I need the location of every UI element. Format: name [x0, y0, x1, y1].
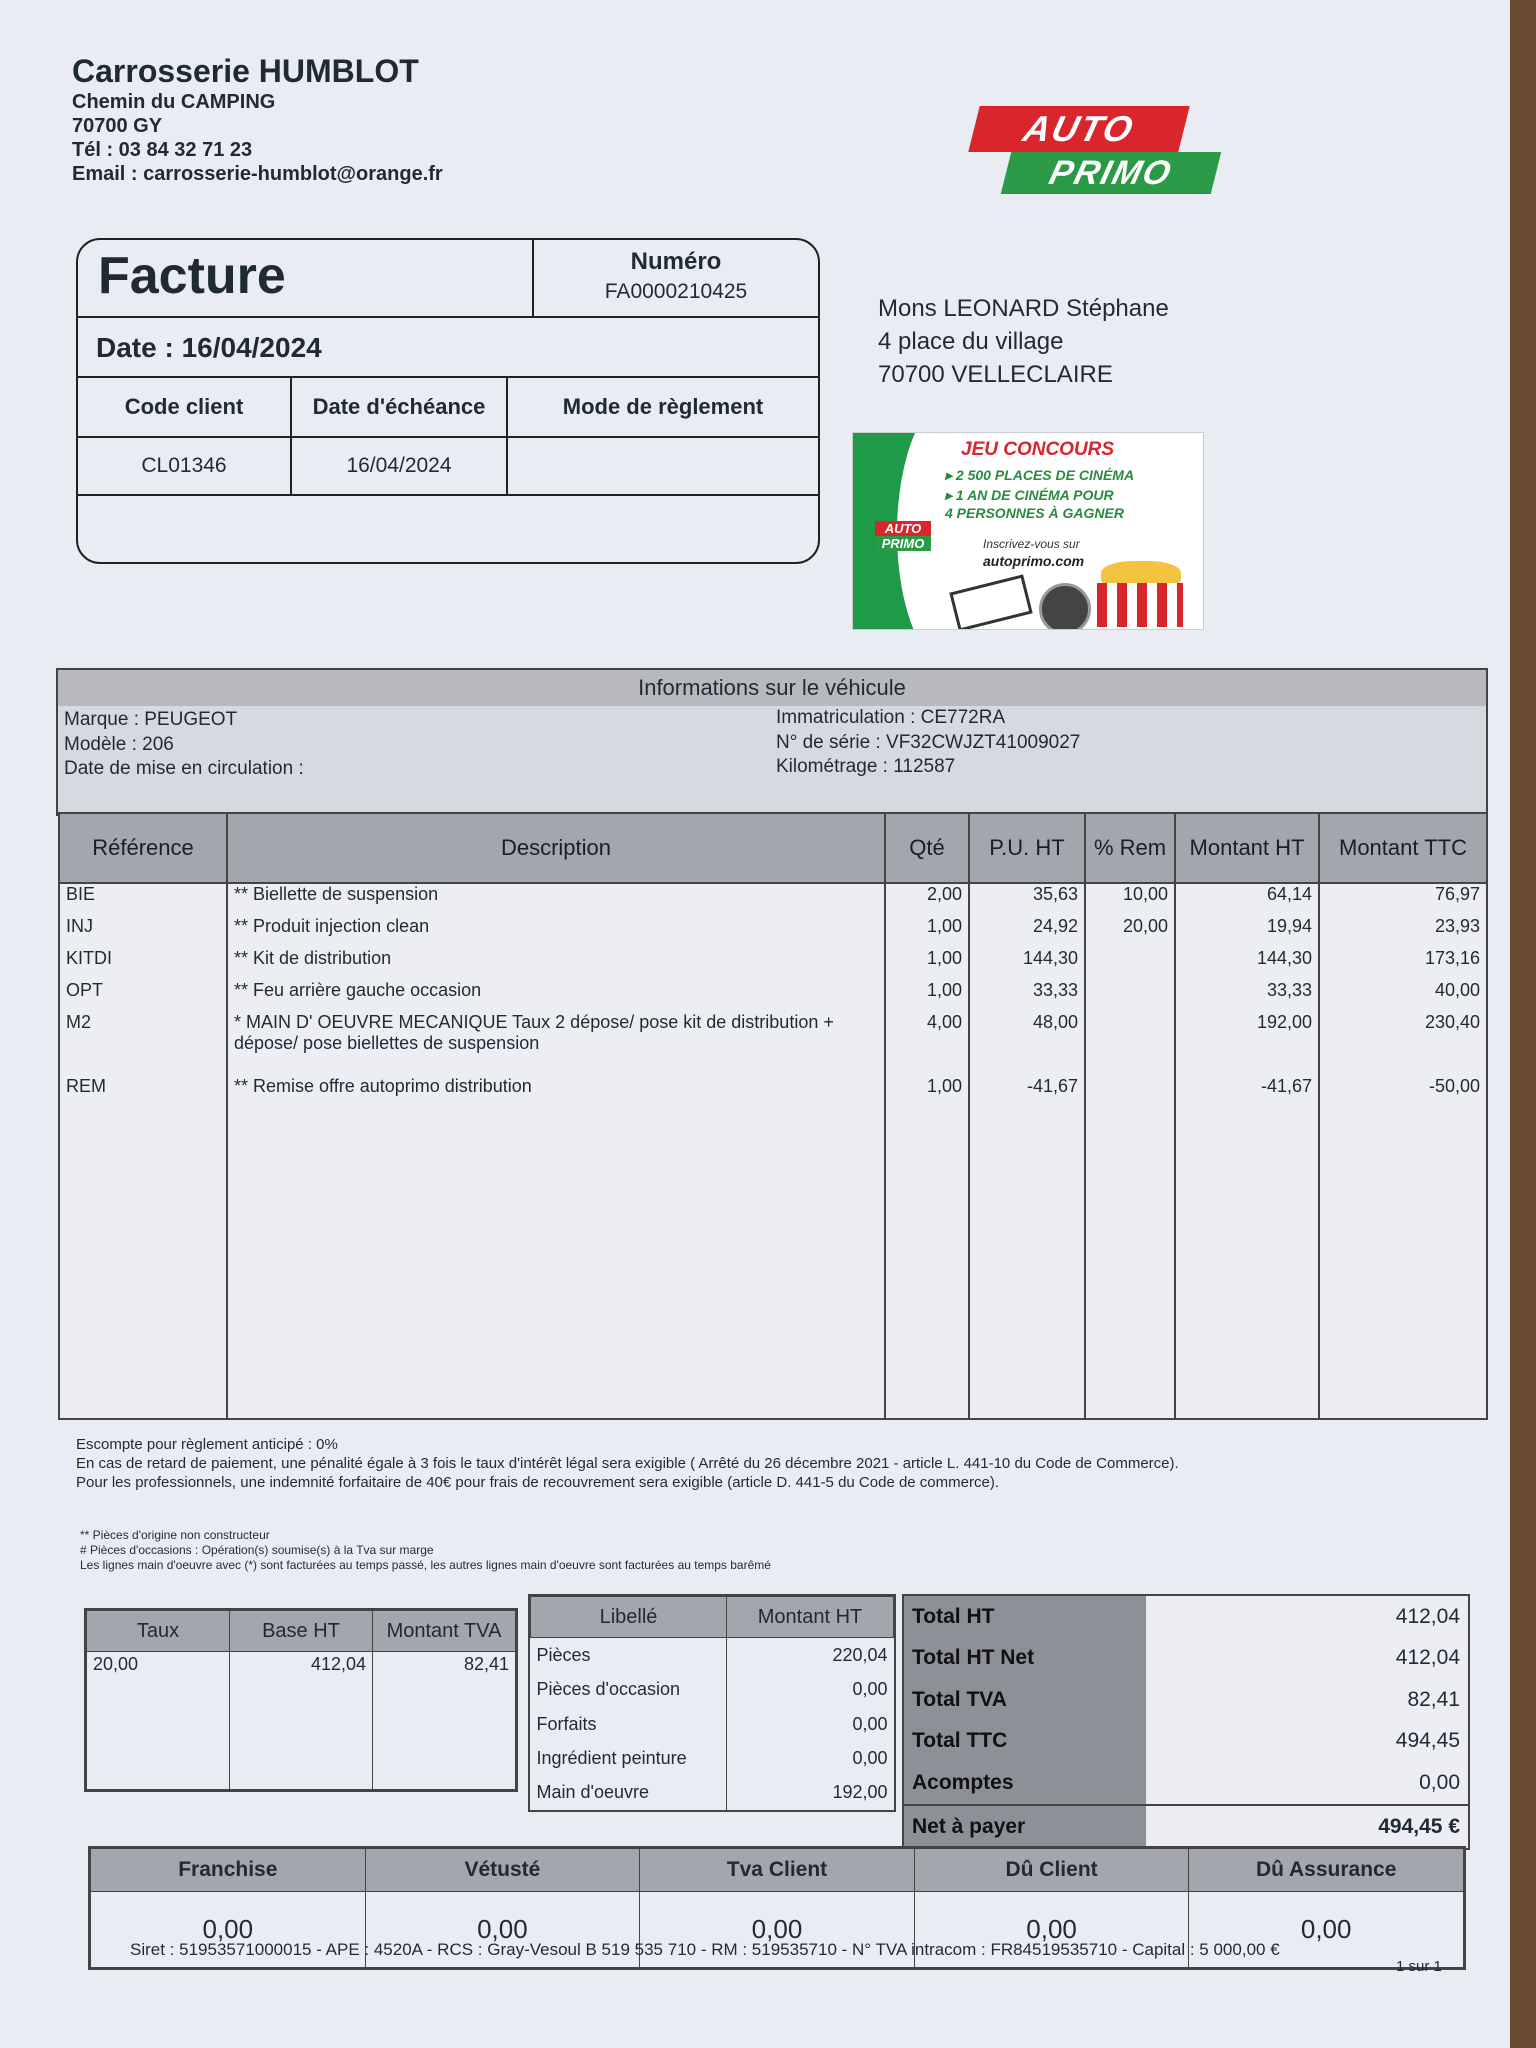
breakdown-value: 0,00 [727, 1672, 894, 1706]
invoice-lines-table [58, 812, 1488, 1420]
client-name: Mons LEONARD Stéphane [878, 295, 1169, 322]
vehicle-first-registration: Date de mise en circulation : [64, 758, 304, 780]
vehicle-info-title: Informations sur le véhicule [58, 670, 1486, 708]
client-address [878, 292, 1169, 391]
total-value: 412,04 [1146, 1596, 1468, 1638]
breakdown-table [528, 1594, 896, 1812]
col-amount-ht: Montant HT [1175, 814, 1319, 883]
note-professionals: Pour les professionnels, une indemnité forfaitaire de 40€ pour frais de recouvrement sera exigible (article D. 441-5 du Code de commerce). [76, 1473, 999, 1491]
table-row [60, 948, 1486, 980]
vehicle-model: Modèle : 206 [64, 733, 174, 755]
row-qty: 1,00 [885, 948, 969, 980]
code-client-label: Code client [78, 378, 292, 436]
row-rem [1085, 1012, 1175, 1076]
due-date-label: Date d'échéance [292, 378, 508, 436]
list-item [531, 1776, 894, 1810]
payment-mode-label: Mode de règlement [562, 394, 764, 419]
col-tva-client: Tva Client [640, 1849, 915, 1892]
legal-footer: Siret : 51953571000015 - APE : 4520A - RCS : Gray-Vesoul B 519 535 710 - RM : 519535710 - N° TVA intracom : FR84519535710 - Capital : 5 000,00 € [130, 1940, 1280, 1959]
breakdown-label: Pièces [536, 1644, 591, 1665]
breakdown-label: Pièces d'occasion [536, 1679, 681, 1700]
row-rem [1085, 1076, 1175, 1108]
total-row [904, 1762, 1468, 1805]
row-desc: ** Remise offre autoprimo distribution [227, 1076, 885, 1108]
net-to-pay-row [904, 1805, 1468, 1848]
legal-notes [76, 1436, 1496, 1492]
list-item [531, 1707, 894, 1741]
vehicle-info-right [770, 706, 1486, 814]
company-email: Email : carrosserie-humblot@orange.fr [72, 163, 443, 186]
row-ttc: 173,16 [1319, 948, 1486, 980]
vehicle-brand: Marque : PEUGEOT [64, 709, 238, 730]
row-desc: ** Feu arrière gauche occasion [227, 980, 885, 1012]
logo-auto: AUTO [968, 106, 1189, 152]
row-ht: 33,33 [1175, 980, 1319, 1012]
row-ht: 144,30 [1175, 948, 1319, 980]
popcorn-box-icon [1097, 583, 1183, 627]
note-late-payment: En cas de retard de paiement, une pénalité égale à 3 fois le taux d'intérêt légal sera exigible ( Arrêté du 26 décembre 2021 - article L. 441-10 du Code de Commerce). [76, 1454, 1179, 1472]
vehicle-info [56, 668, 1488, 816]
invoice-title: Facture [98, 247, 286, 305]
row-ttc: 23,93 [1319, 916, 1486, 948]
table-row [60, 1012, 1486, 1076]
invoice-number: FA0000210425 [604, 280, 748, 303]
du-assurance-value: 0,00 [1189, 1892, 1464, 1968]
vat-col-amount: Montant TVA [373, 1611, 516, 1652]
autoprimo-logo [968, 100, 1228, 200]
col-amount-ttc: Montant TTC [1319, 814, 1486, 883]
total-value: 0,00 [1146, 1762, 1468, 1805]
row-ht: 19,94 [1175, 916, 1319, 948]
col-du-client: Dû Client [914, 1849, 1189, 1892]
vat-col-base: Base HT [230, 1611, 373, 1652]
page-number: 1 sur 1 [1396, 1958, 1442, 1975]
total-value: 494,45 [1146, 1721, 1468, 1763]
row-qty: 2,00 [885, 883, 969, 916]
promo-banner [852, 432, 1204, 630]
breakdown-label: Forfaits [536, 1713, 597, 1734]
company-phone: Tél : 03 84 32 71 23 [72, 139, 253, 162]
filler-cell [1175, 1108, 1319, 1418]
du-client-value: 0,00 [914, 1892, 1189, 1968]
row-qty: 1,00 [885, 1076, 969, 1108]
insurance-header-row [91, 1849, 1464, 1892]
promo-line-2: ▸ 1 AN DE CINÉMA POUR [945, 487, 1114, 503]
row-desc: ** Kit de distribution [227, 948, 885, 980]
breakdown-col-amount: Montant HT [727, 1597, 894, 1638]
row-rem: 20,00 [1085, 916, 1175, 948]
promo-line-1: ▸ 2 500 PLACES DE CINÉMA [945, 467, 1135, 483]
note-escompte: Escompte pour règlement anticipé : 0% [76, 1436, 338, 1453]
breakdown-value: 220,04 [727, 1638, 894, 1673]
invoice-header-box [76, 238, 820, 564]
row-qty: 1,00 [885, 980, 969, 1012]
row-ref: BIE [66, 884, 96, 904]
company-city: 70700 GY [72, 115, 163, 138]
row-desc: ** Produit injection clean [227, 916, 885, 948]
col-vetuste: Vétusté [365, 1849, 640, 1892]
note-labor: Les lignes main d'oeuvre avec (*) sont facturées au temps passé, les autres lignes main d'oeuvre sont facturées au temps barêmé [80, 1558, 771, 1572]
row-pu: 24,92 [969, 916, 1085, 948]
client-street: 4 place du village [878, 328, 1064, 356]
breakdown-label: Ingrédient peinture [536, 1747, 687, 1768]
total-value: 82,41 [1146, 1679, 1468, 1721]
col-du-assurance: Dû Assurance [1189, 1849, 1464, 1892]
breakdown-col-label: Libellé [531, 1597, 727, 1638]
filler-cell [969, 1108, 1085, 1418]
total-label: Acomptes [904, 1762, 1146, 1805]
vehicle-plate: Immatriculation : CE772RA [776, 707, 1006, 728]
company-name: Carrosserie HUMBLOT [72, 53, 419, 89]
filler-cell [885, 1108, 969, 1418]
row-desc: * MAIN D' OEUVRE MECANIQUE Taux 2 dépose/ pose kit de distribution + dépose/ pose biellettes de suspension [227, 1012, 885, 1076]
promo-title: JEU CONCOURS [961, 439, 1115, 460]
note-parts-origin: ** Pièces d'origine non constructeur [80, 1528, 270, 1542]
breakdown-label: Main d'oeuvre [536, 1782, 649, 1803]
company-header [72, 52, 443, 186]
row-ref: KITDI [66, 948, 113, 968]
table-row [60, 916, 1486, 948]
table-row [60, 883, 1486, 916]
table-filler-row [60, 1108, 1486, 1418]
net-to-pay-label: Net à payer [904, 1805, 1146, 1848]
col-discount: % Rem [1085, 814, 1175, 883]
logo-primo: PRIMO [1001, 152, 1221, 194]
row-desc: ** Biellette de suspension [227, 883, 885, 916]
vat-col-rate: Taux [87, 1611, 230, 1652]
row-ht: 192,00 [1175, 1012, 1319, 1076]
list-item [531, 1672, 894, 1706]
code-client: CL01346 [78, 438, 292, 494]
row-ref: M2 [66, 1012, 92, 1032]
totals-table [902, 1594, 1470, 1850]
table-row [60, 1076, 1486, 1108]
vat-header-row [87, 1611, 516, 1652]
invoice-number-label: Numéro [630, 248, 722, 275]
payment-mode [508, 438, 818, 494]
row-ttc: 76,97 [1319, 883, 1486, 916]
lines-header-row [60, 814, 1486, 883]
invoice-date: Date : 16/04/2024 [96, 332, 322, 363]
total-value: 412,04 [1146, 1638, 1468, 1680]
client-city: 70700 VELLECLAIRE [878, 361, 1113, 389]
row-ttc: 40,00 [1319, 980, 1486, 1012]
row-ttc: -50,00 [1319, 1076, 1486, 1108]
total-label: Total TTC [904, 1721, 1146, 1763]
note-used-parts: # Pièces d'occasions : Opération(s) soumise(s) à la Tva sur marge [80, 1543, 434, 1557]
table-row [60, 980, 1486, 1012]
vat-row [87, 1652, 516, 1790]
row-pu: -41,67 [969, 1076, 1085, 1108]
vat-amount: 82,41 [373, 1652, 516, 1790]
row-ref: REM [66, 1076, 106, 1096]
row-ref: INJ [66, 916, 93, 936]
vat-table [84, 1608, 518, 1792]
promo-line-3: 4 PERSONNES À GAGNER [945, 505, 1124, 521]
row-pu: 48,00 [969, 1012, 1085, 1076]
list-item [531, 1638, 894, 1673]
net-to-pay-value: 494,45 € [1146, 1805, 1468, 1848]
total-label: Total HT Net [904, 1638, 1146, 1680]
vat-base: 412,04 [230, 1652, 373, 1790]
total-row [904, 1596, 1468, 1638]
soccer-ball-icon [1039, 583, 1091, 630]
row-ht: 64,14 [1175, 883, 1319, 916]
row-rem: 10,00 [1085, 883, 1175, 916]
company-address: Chemin du CAMPING [72, 91, 276, 114]
filler-cell [227, 1108, 885, 1418]
col-reference: Référence [60, 814, 227, 883]
total-row [904, 1638, 1468, 1680]
promo-logo [875, 521, 931, 551]
vehicle-serial: N° de série : VF32CWJZT41009027 [776, 731, 1081, 753]
row-pu: 35,63 [969, 883, 1085, 916]
tva-client-value: 0,00 [640, 1892, 915, 1968]
vat-rate: 20,00 [87, 1652, 230, 1790]
breakdown-value: 192,00 [727, 1776, 894, 1810]
row-rem [1085, 948, 1175, 980]
breakdown-value: 0,00 [727, 1707, 894, 1741]
row-qty: 4,00 [885, 1012, 969, 1076]
col-unit-price: P.U. HT [969, 814, 1085, 883]
row-rem [1085, 980, 1175, 1012]
col-qty: Qté [885, 814, 969, 883]
col-description: Description [227, 814, 885, 883]
vetuste-value: 0,00 [365, 1892, 640, 1968]
total-row [904, 1679, 1468, 1721]
promo-subscribe: Inscrivez-vous sur [983, 537, 1080, 551]
col-franchise: Franchise [91, 1849, 366, 1892]
franchise-value: 0,00 [91, 1892, 366, 1968]
row-pu: 33,33 [969, 980, 1085, 1012]
filler-cell [1319, 1108, 1486, 1418]
promo-logo-primo: PRIMO [875, 536, 931, 551]
row-ht: -41,67 [1175, 1076, 1319, 1108]
row-ref: OPT [66, 980, 104, 1000]
row-qty: 1,00 [885, 916, 969, 948]
promo-logo-auto: AUTO [875, 521, 931, 536]
filler-cell [1085, 1108, 1175, 1418]
promo-site: autoprimo.com [983, 553, 1085, 569]
filler-cell [60, 1108, 227, 1418]
total-row [904, 1721, 1468, 1763]
vehicle-mileage: Kilométrage : 112587 [776, 756, 956, 778]
total-label: Total TVA [904, 1679, 1146, 1721]
row-ttc: 230,40 [1319, 1012, 1486, 1076]
row-pu: 144,30 [969, 948, 1085, 980]
vehicle-info-left [58, 706, 782, 814]
total-label: Total HT [904, 1596, 1146, 1638]
due-date: 16/04/2024 [292, 438, 508, 494]
list-item [531, 1741, 894, 1775]
breakdown-header-row [531, 1597, 894, 1638]
breakdown-value: 0,00 [727, 1741, 894, 1775]
parts-notes [80, 1528, 1080, 1573]
